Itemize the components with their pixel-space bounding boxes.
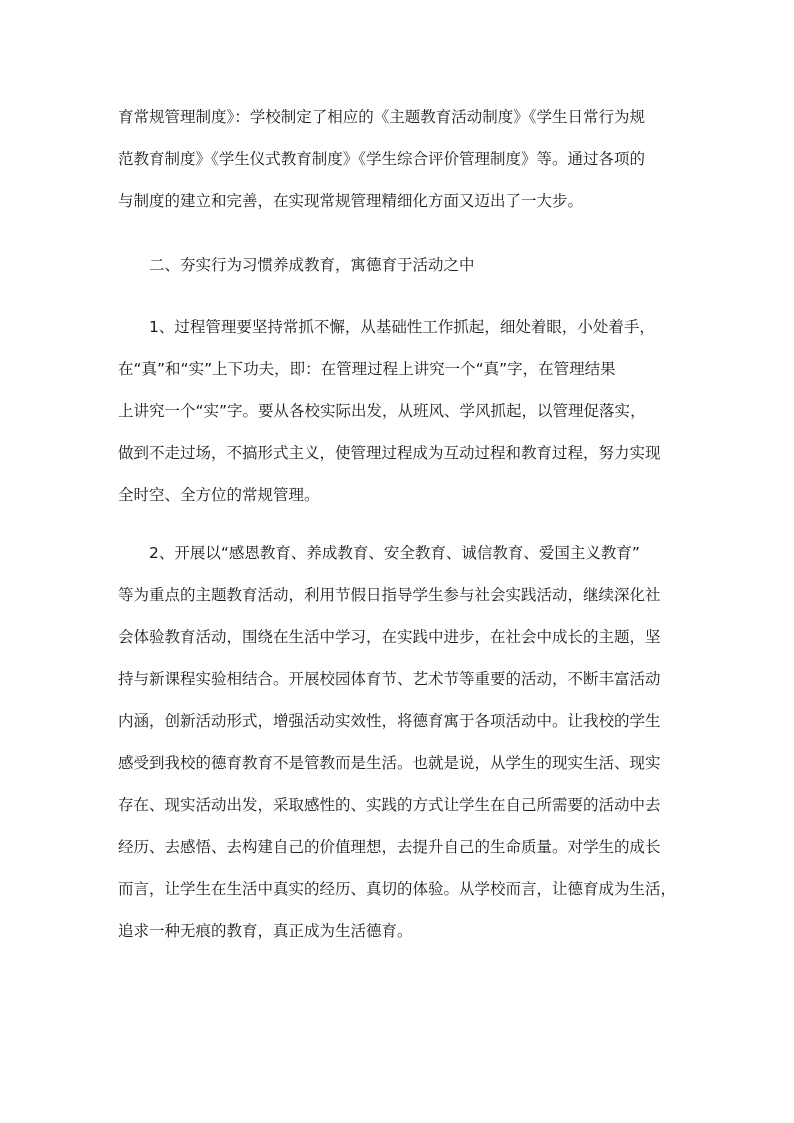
text-line: 持与新课程实验相结合。开展校园体育节、艺术节等重要的活动，不断丰富活动 bbox=[118, 670, 661, 688]
text-line: 与制度的建立和完善，在实现常规管理精细化方面又迈出了一大步。 bbox=[118, 192, 584, 210]
text-line: 感受到我校的德育教育不是管教而是生活。也就是说，从学生的现实生活、现实 bbox=[118, 754, 661, 772]
text-line: 会体验教育活动，围绕在生活中学习，在实践中进步，在社会中成长的主题，坚 bbox=[118, 628, 661, 646]
text-line: 上讲究一个“实”字。要从各校实际出发，从班风、学风抓起，以管理促落实， bbox=[118, 402, 646, 420]
text-line: 2、开展以“感恩教育、养成教育、安全教育、诚信教育、爱国主义教育” bbox=[149, 544, 640, 562]
section-heading bbox=[118, 244, 678, 286]
text-line: 育常规管理制度》：学校制定了相应的《主题教育活动制度》《学生日常行为规 bbox=[118, 108, 646, 126]
text-line: 而言，让学生在生活中真实的经历、真切的体验。从学校而言，让德育成为生活， bbox=[118, 880, 677, 898]
paragraph-theme-education bbox=[118, 532, 678, 952]
text-line: 等为重点的主题教育活动，利用节假日指导学生参与社会实践活动，继续深化社 bbox=[118, 586, 661, 604]
text-line: 存在、现实活动出发，采取感性的、实践的方式让学生在自己所需要的活动中去 bbox=[118, 796, 661, 814]
text-line: 经历、去感悟、去构建自己的价值理想，去提升自己的生命质量。对学生的成长 bbox=[118, 838, 661, 856]
text-line: 1、过程管理要坚持常抓不懈，从基础性工作抓起，细处着眼，小处着手， bbox=[149, 318, 655, 336]
text-line: 内涵，创新活动形式，增强活动实效性，将德育寓于各项活动中。让我校的学生 bbox=[118, 712, 661, 730]
text-line: 在“真”和“实”上下功夫，即：在管理过程上讲究一个“真”字，在管理结果 bbox=[118, 360, 616, 378]
heading-line: 二、夯实行为习惯养成教育，寓德育于活动之中 bbox=[149, 256, 475, 274]
text-line: 范教育制度》《学生仪式教育制度》《学生综合评价管理制度》等。通过各项的 bbox=[118, 150, 646, 168]
text-line: 追求一种无痕的教育，真正成为生活德育。 bbox=[118, 922, 413, 940]
text-line: 全时空、全方位的常规管理。 bbox=[118, 486, 320, 504]
paragraph-process-management bbox=[118, 306, 678, 516]
text-line: 做到不走过场，不搞形式主义，使管理过程成为互动过程和教育过程，努力实现 bbox=[118, 444, 661, 462]
paragraph-regulations bbox=[118, 96, 678, 222]
